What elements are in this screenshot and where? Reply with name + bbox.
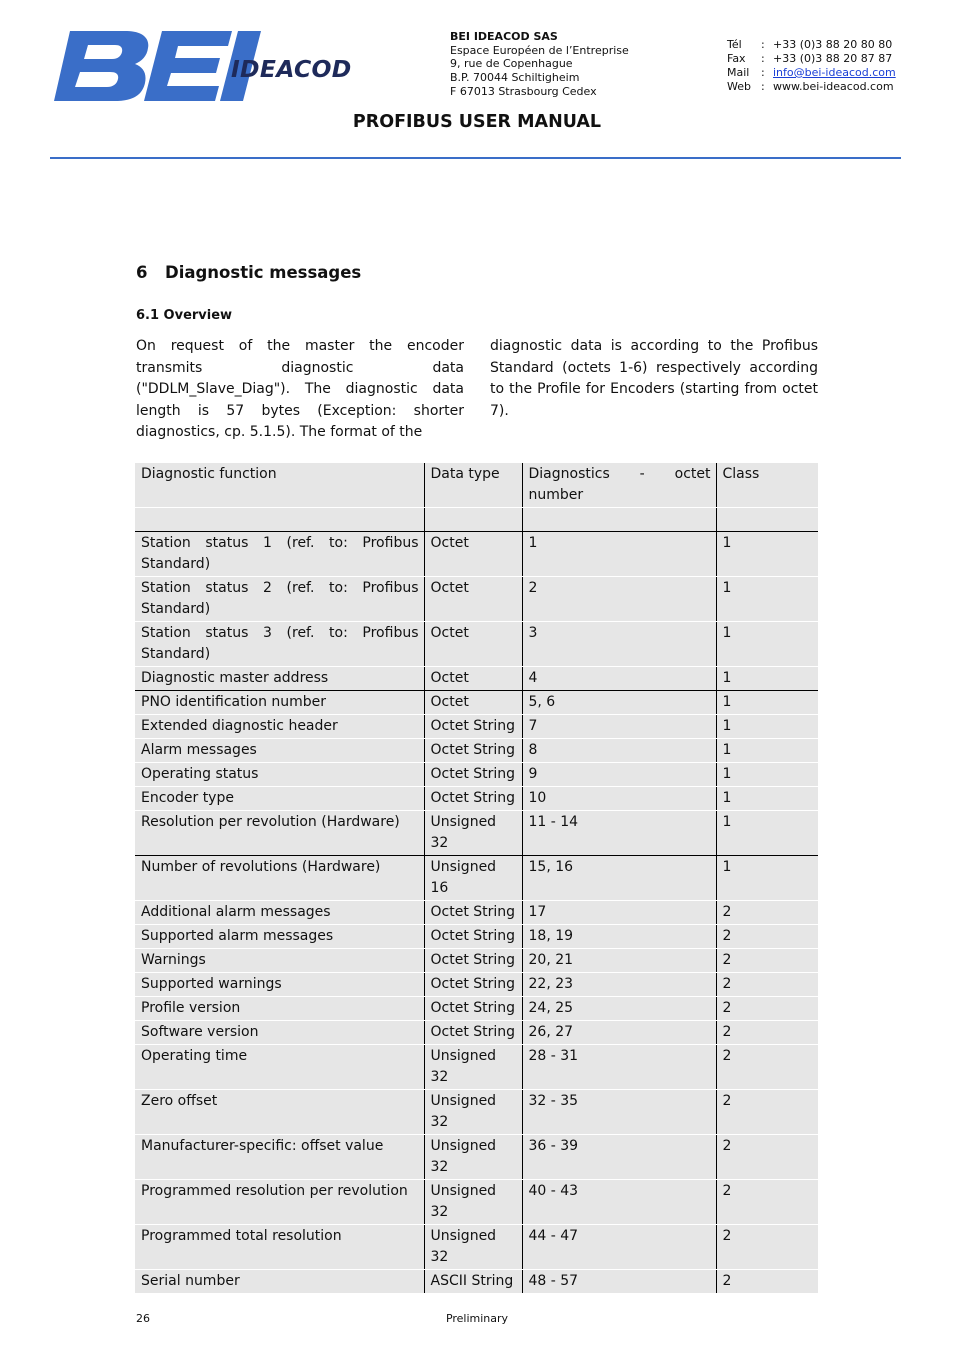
octet-number-cell: 24, 25 <box>522 997 716 1021</box>
table-row <box>135 691 818 715</box>
table-row <box>135 715 818 739</box>
table-row <box>135 949 818 973</box>
class-cell: 2 <box>716 997 818 1021</box>
data-type-cell: Octet String <box>424 925 522 949</box>
diagnostic-function-cell: Operating status <box>135 763 424 787</box>
fax-value: +33 (0)3 88 20 87 87 <box>773 52 893 65</box>
data-type-cell: Octet String <box>424 739 522 763</box>
table-row <box>135 856 818 901</box>
table-row <box>135 1180 818 1225</box>
diagnostic-function-cell: Software version <box>135 1021 424 1045</box>
octet-number-cell: 44 - 47 <box>522 1225 716 1270</box>
company-logo <box>52 28 370 104</box>
data-type-cell: Octet String <box>424 763 522 787</box>
class-cell: 2 <box>716 925 818 949</box>
contact-block <box>727 38 896 94</box>
logo-wordmark: IDEACOD <box>231 55 352 83</box>
contact-separator: : <box>761 80 765 93</box>
octet-number-cell: 10 <box>522 787 716 811</box>
data-type-cell: Octet <box>424 622 522 667</box>
empty-cell <box>522 508 716 532</box>
manual-title: PROFIBUS USER MANUAL <box>352 112 602 132</box>
octet-number-cell: 4 <box>522 667 716 691</box>
table-spacer-row <box>135 508 818 532</box>
empty-cell <box>135 508 424 532</box>
diagnostic-function-cell: Operating time <box>135 1045 424 1090</box>
address-line: Espace Européen de l’Entreprise <box>450 43 629 57</box>
octet-number-cell: 8 <box>522 739 716 763</box>
page-number: 26 <box>136 1312 150 1325</box>
diagnostic-function-cell: PNO identification number <box>135 691 424 715</box>
diagnostic-function-cell: Programmed resolution per revolution <box>135 1180 424 1225</box>
octet-number-cell: 3 <box>522 622 716 667</box>
overview-paragraph-left: On request of the master the encoder transmits diagnostic data ("DDLM_Slave_Diag"). The diagnostic data length is 57 bytes (Exception: shorter diagnostics, cp. 5.1.5). The format of the <box>136 338 464 440</box>
class-cell: 1 <box>716 691 818 715</box>
class-cell: 2 <box>716 1225 818 1270</box>
table-row <box>135 973 818 997</box>
class-cell: 2 <box>716 901 818 925</box>
email-link[interactable]: info@bei-ideacod.com <box>773 66 896 79</box>
address-line: 9, rue de Copenhague <box>450 57 573 71</box>
diagnostic-function-cell: Station status 3 (ref. to: Profibus Standard) <box>135 622 424 667</box>
octet-number-cell: 26, 27 <box>522 1021 716 1045</box>
diagnostic-function-cell: Alarm messages <box>135 739 424 763</box>
table-row <box>135 532 818 577</box>
class-cell: 1 <box>716 622 818 667</box>
column-header: Class <box>716 463 818 508</box>
class-cell: 2 <box>716 949 818 973</box>
class-cell: 1 <box>716 787 818 811</box>
diagnostic-function-cell: Programmed total resolution <box>135 1225 424 1270</box>
octet-number-cell: 22, 23 <box>522 973 716 997</box>
contact-row-fax <box>727 52 896 66</box>
diagnostic-function-cell: Resolution per revolution (Hardware) <box>135 811 424 856</box>
diagnostic-function-cell: Profile version <box>135 997 424 1021</box>
data-type-cell: Octet String <box>424 715 522 739</box>
table-row <box>135 1090 818 1135</box>
contact-label: Tél <box>727 38 742 51</box>
table-row <box>135 1045 818 1090</box>
octet-number-cell: 48 - 57 <box>522 1270 716 1294</box>
table-header-row <box>135 463 818 508</box>
contact-separator: : <box>761 66 765 79</box>
data-type-cell: Unsigned 32 <box>424 811 522 856</box>
octet-number-cell: 36 - 39 <box>522 1135 716 1180</box>
octet-number-cell: 1 <box>522 532 716 577</box>
column-header <box>522 463 716 508</box>
octet-number-cell: 40 - 43 <box>522 1180 716 1225</box>
diagnostic-function-cell: Zero offset <box>135 1090 424 1135</box>
contact-label: Mail <box>727 66 750 79</box>
data-type-cell: Octet String <box>424 1021 522 1045</box>
table-row <box>135 763 818 787</box>
class-cell: 1 <box>716 856 818 901</box>
data-type-cell: Octet <box>424 532 522 577</box>
table-row <box>135 1270 818 1294</box>
diagnostic-function-cell: Supported warnings <box>135 973 424 997</box>
table-row <box>135 739 818 763</box>
class-cell: 1 <box>716 811 818 856</box>
data-type-cell: Octet String <box>424 901 522 925</box>
octet-number-cell: 18, 19 <box>522 925 716 949</box>
overview-paragraph-right: diagnostic data is according to the Profibus Standard (octets 1-6) respectively according to the Profile for Encoders (starting from octet 7). <box>490 338 818 419</box>
data-type-cell: Octet String <box>424 997 522 1021</box>
octet-number-cell: 7 <box>522 715 716 739</box>
column-header-text: Diagnostics - octet number <box>528 466 711 503</box>
column-header: Data type <box>424 463 522 508</box>
diagnostic-function-cell: Warnings <box>135 949 424 973</box>
octet-number-cell: 32 - 35 <box>522 1090 716 1135</box>
diagnostic-function-cell: Additional alarm messages <box>135 901 424 925</box>
contact-label: Web <box>727 80 751 93</box>
diagnostic-function-cell: Encoder type <box>135 787 424 811</box>
table-row <box>135 1135 818 1180</box>
contact-label: Fax <box>727 52 746 65</box>
class-cell: 1 <box>716 739 818 763</box>
data-type-cell: Octet <box>424 691 522 715</box>
diagnostic-function-cell: Extended diagnostic header <box>135 715 424 739</box>
class-cell: 1 <box>716 715 818 739</box>
data-type-cell: Octet String <box>424 973 522 997</box>
octet-number-cell: 5, 6 <box>522 691 716 715</box>
data-type-cell: Octet String <box>424 949 522 973</box>
subsection-heading: 6.1 Overview <box>136 308 233 323</box>
class-cell: 2 <box>716 1270 818 1294</box>
octet-number-cell: 28 - 31 <box>522 1045 716 1090</box>
contact-row-mail <box>727 66 896 80</box>
table-row <box>135 811 818 856</box>
octet-number-cell: 11 - 14 <box>522 811 716 856</box>
empty-cell <box>424 508 522 532</box>
empty-cell <box>716 508 818 532</box>
class-cell: 1 <box>716 577 818 622</box>
table-row <box>135 1225 818 1270</box>
data-type-cell: Octet <box>424 667 522 691</box>
class-cell: 2 <box>716 1135 818 1180</box>
diagnostic-function-cell: Serial number <box>135 1270 424 1294</box>
diagnostic-function-cell: Station status 1 (ref. to: Profibus Standard) <box>135 532 424 577</box>
data-type-cell: Unsigned 32 <box>424 1180 522 1225</box>
octet-number-cell: 2 <box>522 577 716 622</box>
table-row <box>135 622 818 667</box>
phone-value: +33 (0)3 88 20 80 80 <box>773 38 893 51</box>
document-status: Preliminary <box>445 1312 509 1325</box>
class-cell: 2 <box>716 1180 818 1225</box>
column-header: Diagnostic function <box>135 463 424 508</box>
company-address <box>450 30 629 99</box>
table-row <box>135 577 818 622</box>
diagnostics-table <box>135 463 818 1294</box>
class-cell: 2 <box>716 973 818 997</box>
address-line: F 67013 Strasbourg Cedex <box>450 84 597 98</box>
table-row <box>135 925 818 949</box>
company-name: BEI IDEACOD SAS <box>450 30 558 43</box>
data-type-cell: Unsigned 32 <box>424 1135 522 1180</box>
address-line: B.P. 70044 Schiltigheim <box>450 71 580 85</box>
table-row <box>135 787 818 811</box>
section-title: Diagnostic messages <box>165 263 362 282</box>
class-cell: 2 <box>716 1021 818 1045</box>
data-type-cell: Octet String <box>424 787 522 811</box>
class-cell: 1 <box>716 667 818 691</box>
octet-number-cell: 20, 21 <box>522 949 716 973</box>
data-type-cell: Unsigned 16 <box>424 856 522 901</box>
octet-number-cell: 9 <box>522 763 716 787</box>
section-heading <box>136 263 361 282</box>
class-cell: 2 <box>716 1045 818 1090</box>
diagnostic-function-cell: Supported alarm messages <box>135 925 424 949</box>
class-cell: 2 <box>716 1090 818 1135</box>
table-row <box>135 667 818 691</box>
contact-separator: : <box>761 52 765 65</box>
data-type-cell: Octet <box>424 577 522 622</box>
class-cell: 1 <box>716 532 818 577</box>
diagnostic-function-cell: Station status 2 (ref. to: Profibus Standard) <box>135 577 424 622</box>
diagnostic-function-cell: Manufacturer-specific: offset value <box>135 1135 424 1180</box>
header-divider <box>50 157 901 159</box>
class-cell: 1 <box>716 763 818 787</box>
octet-number-cell: 17 <box>522 901 716 925</box>
diagnostic-function-cell: Number of revolutions (Hardware) <box>135 856 424 901</box>
contact-row-phone <box>727 38 896 52</box>
data-type-cell: Unsigned 32 <box>424 1045 522 1090</box>
section-number: 6 <box>136 263 148 282</box>
contact-row-web <box>727 80 896 94</box>
table-row <box>135 1021 818 1045</box>
data-type-cell: Unsigned 32 <box>424 1090 522 1135</box>
data-type-cell: ASCII String <box>424 1270 522 1294</box>
table-row <box>135 997 818 1021</box>
web-value: www.bei-ideacod.com <box>773 80 894 93</box>
data-type-cell: Unsigned 32 <box>424 1225 522 1270</box>
table-row <box>135 901 818 925</box>
diagnostic-function-cell: Diagnostic master address <box>135 667 424 691</box>
octet-number-cell: 15, 16 <box>522 856 716 901</box>
contact-separator: : <box>761 38 765 51</box>
